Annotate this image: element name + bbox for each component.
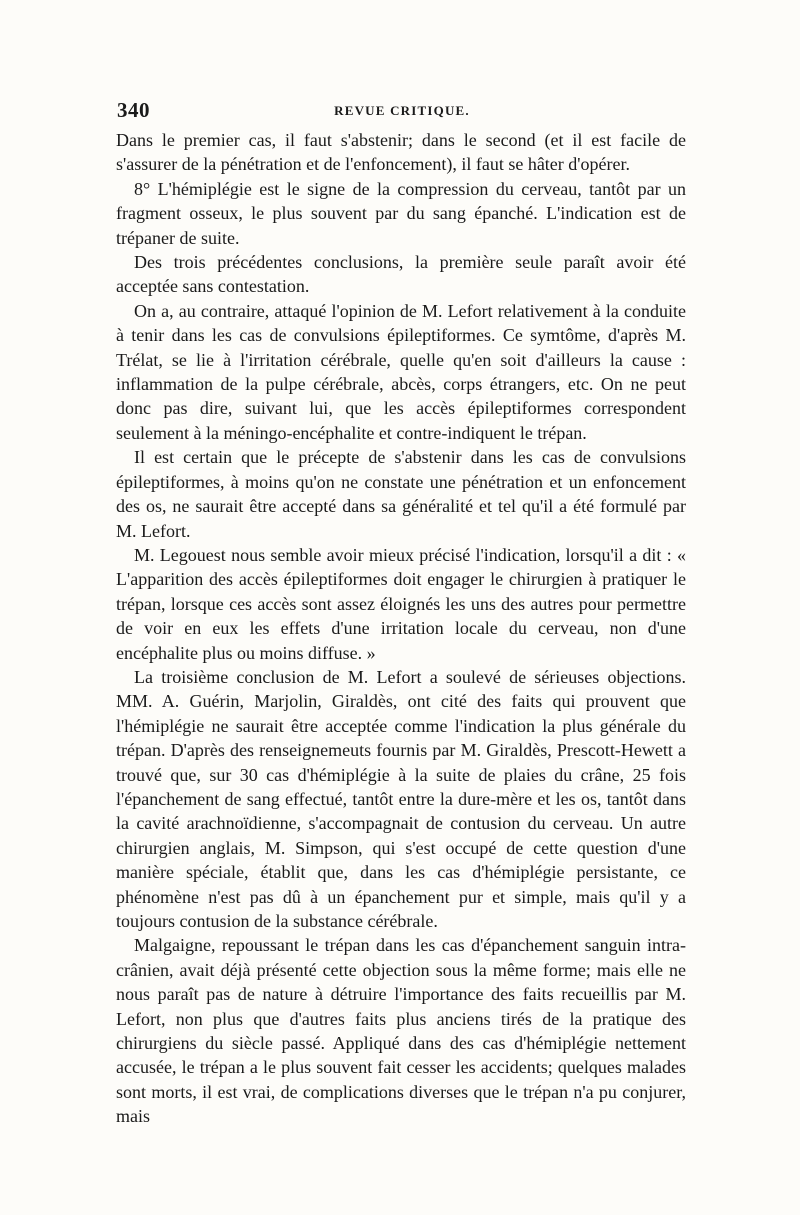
paragraph: 8° L'hémiplégie est le signe de la compression du cerveau, tantôt par un fragment osseux, le plus souvent par du sang épanché. L'indication est de trépaner de suite. <box>116 178 686 248</box>
paragraph: Malgaigne, repoussant le trépan dans les cas d'épanchement sanguin intra-crânien, avait déjà présenté cette objection sous la même forme; mais elle ne nous paraît pas de nature à détruire l'importance des faits recueillis par M. Lefort, non plus que d'autres faits plus anciens tirés de la pratique des chirurgiens du siècle passé. Appliqué dans des cas d'hémiplégie nettement accusée, le trépan a le plus souvent fait cesser les accidents; quelques malades sont morts, il est vrai, de complications diverses que le trépan n'a pu conjurer, mais <box>116 935 686 1127</box>
paragraph: La troisième conclusion de M. Lefort a soulevé de sérieuses objections. MM. A. Guérin, Marjolin, Giraldès, ont cité des faits qui prouvent que l'hémiplégie ne saurait être acceptée comme l'indication la plus générale du trépan. D'après des renseignemeuts fournis par M. Giraldès, Prescott-Hewett a trouvé que, sur 30 cas d'hémiplégie à la suite de plaies du crâne, 25 fois l'épanchement de sang effectué, tantôt entre la dure-mère et les os, tantôt dans la cavité arachnoïdienne, s'accompagnait de contusion du cerveau. Un autre chirurgien anglais, M. Simpson, qui s'est occupé de cette question d'une manière spéciale, établit que, dans les cas d'hémiplégie persistante, ce phénomène n'est pas dû à un épanchement pur et simple, mais qu'il y a toujours contusion de la substance cérébrale. <box>116 666 686 931</box>
page-number: 340 <box>117 98 150 122</box>
body-text <box>116 128 686 1129</box>
paragraph: M. Legouest nous semble avoir mieux précisé l'indication, lorsqu'il a dit : « L'apparition des accès épileptiformes doit engager le chirurgien à pratiquer le trépan, lorsque ces accès sont assez éloignés les uns des autres pour permettre de voir en eux les effets d'une irritation locale du cerveau, non d'une encéphalite plus ou moins diffuse. » <box>116 544 686 663</box>
page-header <box>117 98 687 124</box>
paragraph: Dans le premier cas, il faut s'abstenir; dans le second (et il est facile de s'assurer de la pénétration et de l'enfoncement), il faut se hâter d'opérer. <box>116 130 686 175</box>
paragraph: On a, au contraire, attaqué l'opinion de M. Lefort relativement à la conduite à tenir dans les cas de convulsions épileptiformes. Ce symtôme, d'après M. Trélat, se lie à l'irritation cérébrale, quelle qu'en soit d'ailleurs la cause : inflammation de la pulpe cérébrale, abcès, corps étrangers, etc. On ne peut donc pas dire, suivant lui, que les accès épileptiformes correspondent seulement à la méningo-encéphalite et contre-indiquent le trépan. <box>116 300 686 443</box>
paragraph: Il est certain que le précepte de s'abstenir dans les cas de convulsions épileptiformes, à moins qu'on ne constate une pénétration et un enfoncement des os, ne saurait être accepté dans sa généralité et tel qu'il a été formulé par M. Lefort. <box>116 447 686 541</box>
running-title: REVUE CRITIQUE. <box>334 103 470 118</box>
paragraph: Des trois précédentes conclusions, la première seule paraît avoir été acceptée sans contestation. <box>116 252 686 297</box>
